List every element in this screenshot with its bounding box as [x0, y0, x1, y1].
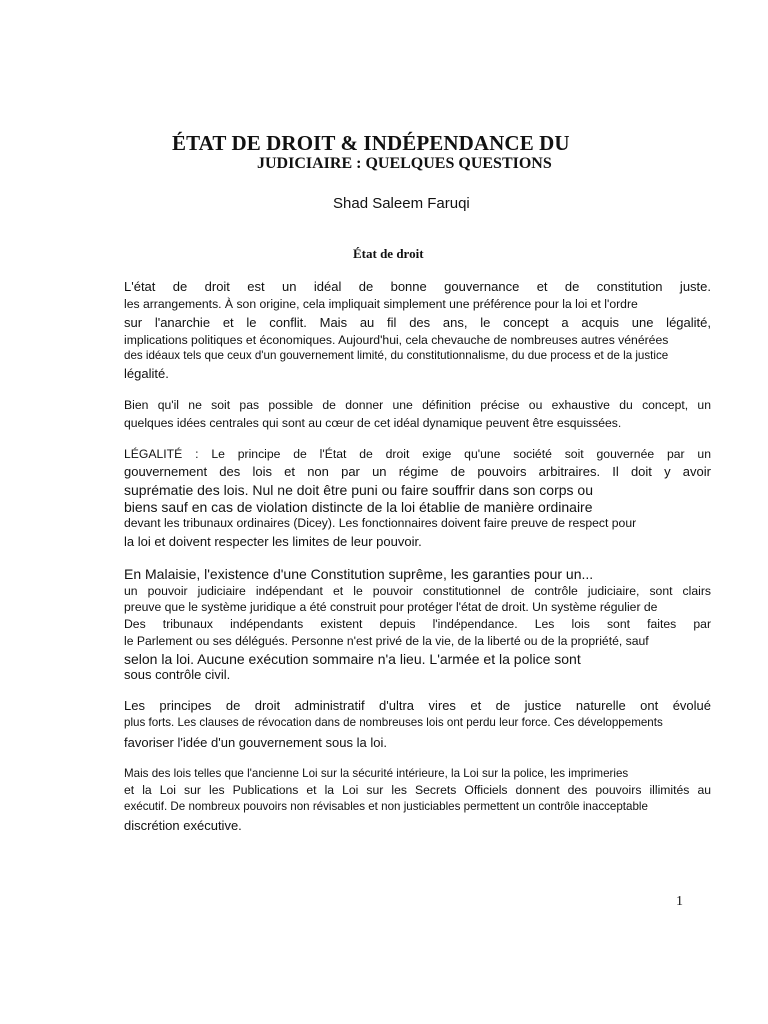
- text-line: un pouvoir judiciaire indépendant et le pouvoir constitutionnel de contrôle judiciaire, sont clairs: [124, 584, 711, 598]
- text-line: quelques idées centrales qui sont au cœur de cet idéal dynamique peuvent être esquissées.: [124, 416, 622, 430]
- text-line: Mais des lois telles que l'ancienne Loi sur la sécurité intérieure, la Loi sur la police, les imprimeries: [124, 767, 629, 780]
- text-line: le Parlement ou ses délégués. Personne n'est privé de la vie, de la liberté ou de la propriété, sauf: [124, 634, 649, 648]
- text-line: L'état de droit est un idéal de bonne gouvernance et de constitution juste.: [124, 279, 711, 294]
- text-line: preuve que le système juridique a été construit pour protéger l'état de droit. Un système régulier de: [124, 600, 658, 614]
- text-line: gouvernement des lois et non par un régime de pouvoirs arbitraires. Il doit y avoir: [124, 464, 711, 479]
- document-title: ÉTAT DE DROIT & INDÉPENDANCE DU: [172, 131, 570, 155]
- section-heading: État de droit: [353, 246, 424, 261]
- text-line: devant les tribunaux ordinaires (Dicey). Les fonctionnaires doivent faire preuve de respect pour: [124, 516, 637, 530]
- text-line: Les principes de droit administratif d'ultra vires et de justice naturelle ont évolué: [124, 698, 711, 713]
- text-line: légalité.: [124, 366, 169, 381]
- text-line: la loi et doivent respecter les limites de leur pouvoir.: [124, 534, 422, 549]
- document-subtitle: JUDICIAIRE : QUELQUES QUESTIONS: [257, 155, 552, 172]
- text-line: discrétion exécutive.: [124, 818, 242, 833]
- text-line: implications politiques et économiques. Aujourd'hui, cela chevauche de nombreuses autres vénérées: [124, 333, 669, 347]
- text-line: exécutif. De nombreux pouvoirs non révisables et non justiciables permettent un contrôle inacceptable: [124, 800, 648, 813]
- text-line: des idéaux tels que ceux d'un gouvernement limité, du constitutionnalisme, du due process et de la justice: [124, 349, 669, 362]
- text-line: biens sauf en cas de violation distincte de la loi établie de manière ordinaire: [124, 499, 593, 515]
- text-line: et la Loi sur les Publications et la Loi sur les Secrets Officiels donnent des pouvoirs illimités au: [124, 783, 711, 797]
- text-line: LÉGALITÉ : Le principe de l'État de droit exige qu'une société soit gouvernée par un: [124, 447, 711, 461]
- text-line: les arrangements. À son origine, cela impliquait simplement une préférence pour la loi et l'ordre: [124, 297, 638, 311]
- text-line: suprématie des lois. Nul ne doit être puni ou faire souffrir dans son corps ou: [124, 482, 593, 498]
- text-line: plus forts. Les clauses de révocation dans de nombreuses lois ont perdu leur force. Ces développements: [124, 716, 663, 729]
- text-line: sous contrôle civil.: [124, 667, 231, 682]
- author-name: Shad Saleem Faruqi: [333, 195, 470, 212]
- page-number: 1: [676, 894, 683, 909]
- text-line: En Malaisie, l'existence d'une Constitution suprême, les garanties pour un...: [124, 566, 594, 582]
- text-line: Bien qu'il ne soit pas possible de donner une définition précise ou exhaustive du concept, un: [124, 398, 711, 412]
- text-line: Des tribunaux indépendants existent depuis l'indépendance. Les lois sont faites par: [124, 617, 711, 631]
- text-line: favoriser l'idée d'un gouvernement sous la loi.: [124, 735, 387, 750]
- text-line: selon la loi. Aucune exécution sommaire n'a lieu. L'armée et la police sont: [124, 651, 581, 667]
- text-line: sur l'anarchie et le conflit. Mais au fil des ans, le concept a acquis une légalité,: [124, 315, 711, 330]
